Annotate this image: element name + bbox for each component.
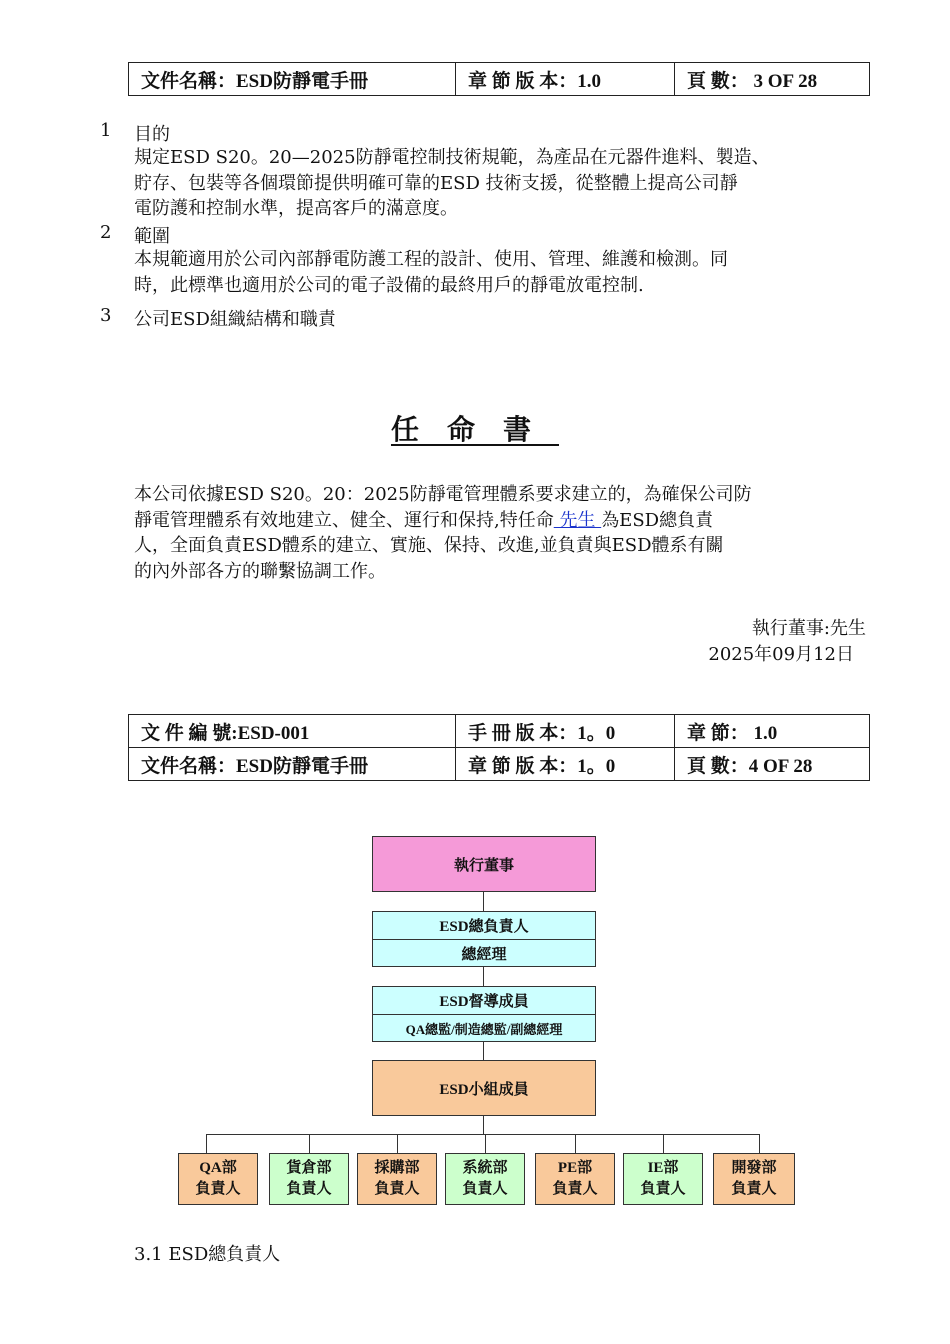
org-node-esd-team: ESD小組成員 [372, 1060, 596, 1116]
connector-line [483, 967, 484, 986]
department-name: 貨倉部 [286, 1160, 332, 1176]
connector-line [663, 1134, 664, 1153]
page-count-cell: 頁 數：4 OF 28 [675, 748, 870, 781]
org-node-department [269, 1153, 349, 1205]
section-number: 3 [100, 305, 112, 326]
body-line: 本規範適用於公司內部靜電防護工程的設計、使用、管理、維護和檢測。同 [134, 249, 728, 270]
department-name: PE部 [557, 1160, 593, 1176]
connector-line [483, 892, 484, 911]
header-table-top [128, 62, 870, 96]
signature-date: 2025年09月12日 [708, 644, 854, 665]
org-node-department [713, 1153, 795, 1205]
department-role: 負責人 [286, 1181, 332, 1197]
node-subtitle: 總經理 [373, 939, 595, 966]
department-role: 負責人 [731, 1181, 777, 1197]
section-number: 1 [100, 120, 112, 141]
section-version-cell: 章 節 版 本：1。0 [456, 748, 675, 781]
body-line: 靜電管理體系有效地建立、健全、運行和保持,特任命 先生 為ESD總負責 [134, 509, 714, 531]
body-line: 電防護和控制水準，提高客戶的滿意度。 [134, 198, 458, 219]
org-node-esd-manager [372, 911, 596, 967]
connector-line [485, 1134, 486, 1153]
header-table-bottom [128, 714, 870, 781]
org-node-department [623, 1153, 703, 1205]
appointment-title: 任命書 [390, 413, 559, 446]
org-node-department [535, 1153, 615, 1205]
node-title: ESD總負責人 [439, 919, 529, 935]
department-role: 負責人 [462, 1181, 508, 1197]
department-name: QA部 [199, 1160, 237, 1176]
department-role: 負責人 [374, 1181, 420, 1197]
section-title: 目的 [134, 124, 170, 145]
doc-number-cell: 文 件 編 號:ESD-001 [129, 715, 456, 748]
section-title: 公司ESD組織結構和職責 [134, 309, 336, 330]
appointee-name: 先生 [553, 509, 602, 531]
department-role: 負責人 [195, 1181, 241, 1197]
connector-line [309, 1134, 310, 1153]
body-line: 時，此標準也適用於公司的電子設備的最終用戶的靜電放電控制. [134, 274, 644, 296]
doc-name-cell: 文件名稱：ESD防靜電手冊 [129, 63, 456, 96]
body-line: 人，全面負責ESD體系的建立、實施、保持、改進,並負責與ESD體系有關 [134, 535, 724, 556]
doc-name-cell: 文件名稱：ESD防靜電手冊 [129, 748, 456, 781]
chapter-cell: 章 節： 1.0 [675, 715, 870, 748]
section-title: 範圍 [134, 226, 170, 247]
section-version-cell: 章 節 版 本：1.0 [456, 63, 675, 96]
department-name: 採購部 [374, 1160, 420, 1176]
section-body [134, 247, 886, 298]
department-name: IE部 [647, 1160, 679, 1176]
node-title: ESD督導成員 [439, 994, 529, 1010]
org-node-executive-director: 執行董事 [372, 836, 596, 892]
org-node-department [178, 1153, 258, 1205]
subsection-heading: 3.1 ESD總負責人 [134, 1244, 281, 1265]
org-node-esd-supervisors [372, 986, 596, 1042]
connector-bus [206, 1134, 759, 1135]
connector-line [575, 1134, 576, 1153]
connector-line [397, 1134, 398, 1153]
body-line: 規定ESD S20。20—2025防靜電控制技術規範，為產品在元器件進料、製造、 [134, 147, 770, 168]
appointment-body [134, 482, 886, 584]
signer: 執行董事:先生 [751, 618, 866, 639]
node-subtitle: QA總監/制造總監/副總經理 [373, 1014, 595, 1041]
department-name: 系統部 [462, 1160, 508, 1176]
manual-version-cell: 手 冊 版 本：1。0 [456, 715, 675, 748]
connector-line [483, 1116, 484, 1134]
body-line: 的內外部各方的聯繫協調工作。 [134, 560, 386, 582]
org-node-department [357, 1153, 437, 1205]
body-line: 貯存、包裝等各個環節提供明確可靠的ESD 技術支援，從整體上提高公司靜 [134, 172, 738, 194]
department-role: 負責人 [552, 1181, 598, 1197]
body-line: 本公司依據ESD S20。20：2025防靜電管理體系要求建立的，為確保公司防 [134, 484, 752, 505]
connector-line [206, 1134, 207, 1153]
org-node-department [445, 1153, 525, 1205]
department-role: 負責人 [640, 1181, 686, 1197]
connector-line [759, 1134, 760, 1153]
department-name: 開發部 [731, 1160, 777, 1176]
section-body [134, 145, 886, 222]
section-number: 2 [100, 222, 112, 243]
page-count-cell: 頁 數： 3 OF 28 [675, 63, 870, 96]
connector-line [483, 1042, 484, 1060]
